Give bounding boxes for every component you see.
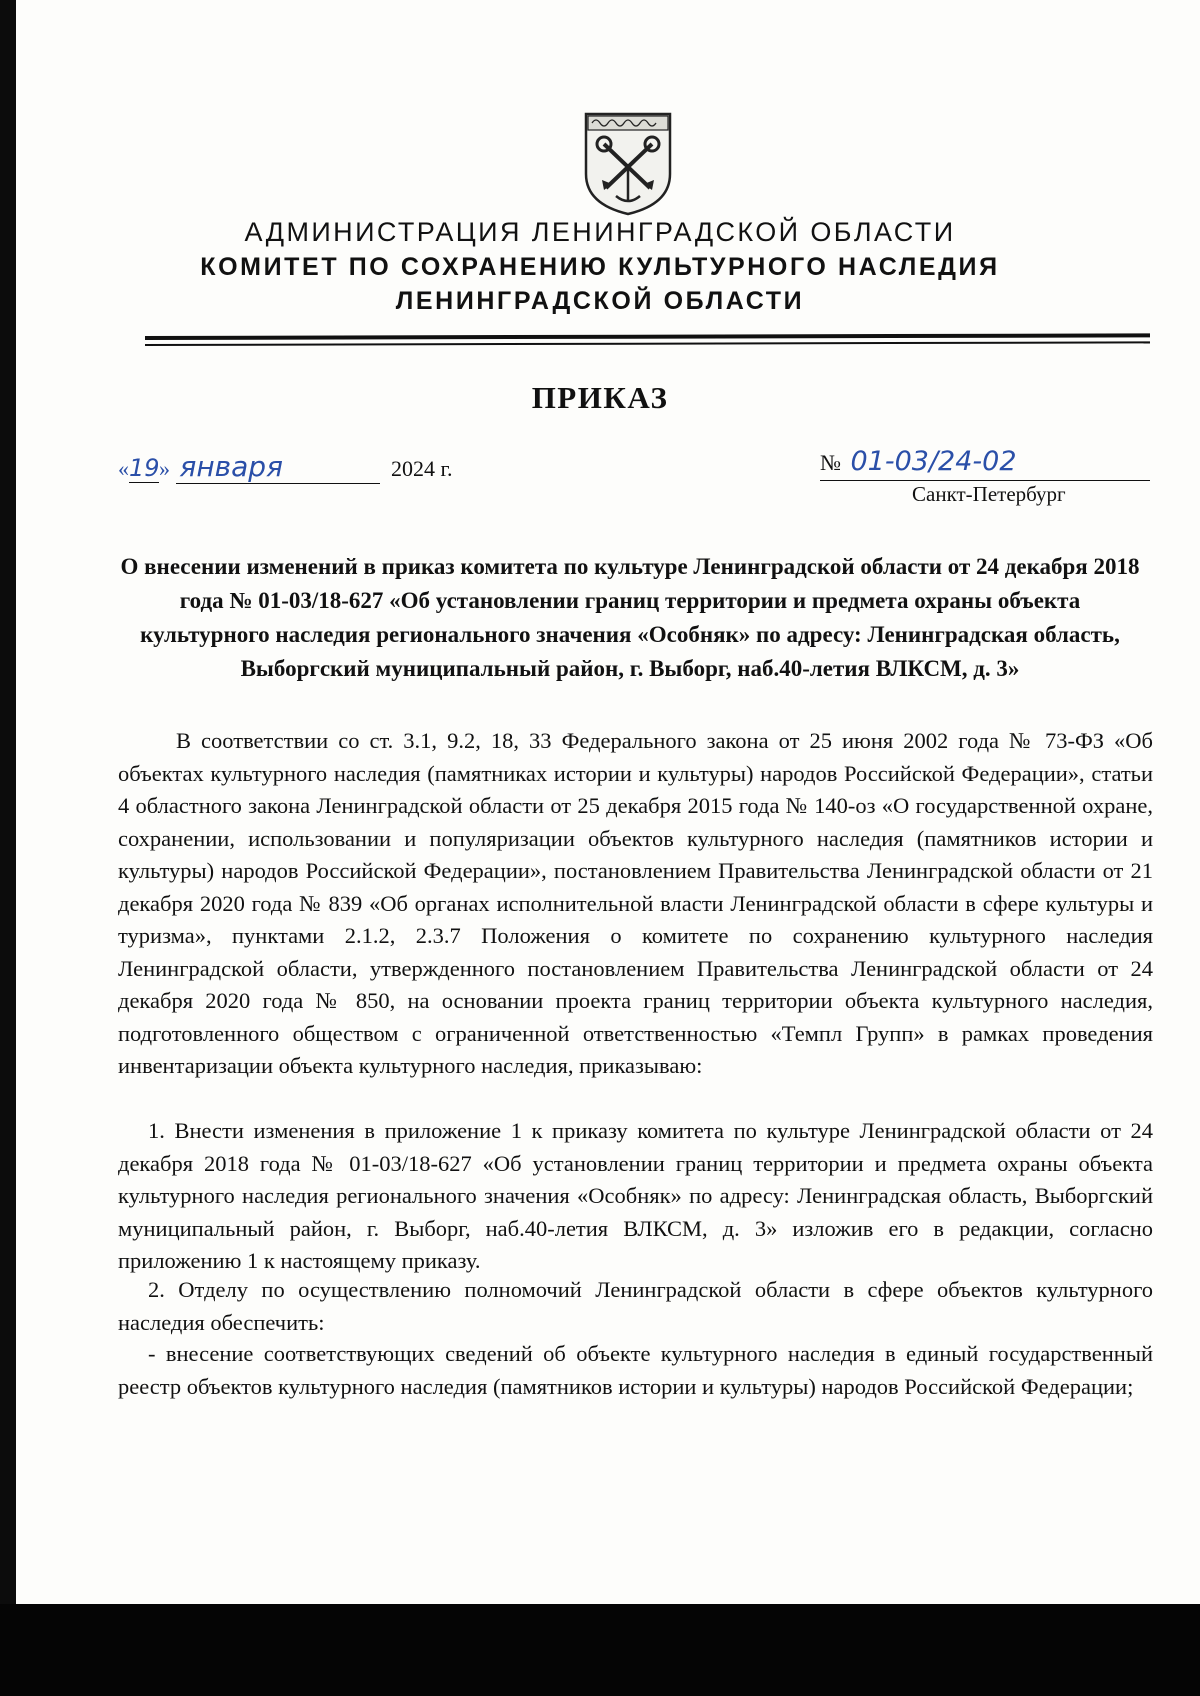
org-name-line1: АДМИНИСТРАЦИЯ ЛЕНИНГРАДСКОЙ ОБЛАСТИ <box>244 217 956 247</box>
document-subject: О внесении изменений в приказ комитета по культуре Ленинградской области от 24 декабря 2018 года № 01-03/18-627 «Об установлении границ территории и предмета охраны объекта культурного наследия регионального значения «Особняк» по адресу: Ленинградская область, Выборгский муниципальный район, г. Выборг, наб.40-летия ВЛКСМ, д. 3» <box>120 554 1140 681</box>
document-title: ПРИКАЗ <box>531 380 669 415</box>
body-item-2-sub-1: - внесение соответствующих сведений об объекте культурного наследия в единый государственный реестр объектов культурного наследия (памятников истории и культуры) народов Российской Федерации; <box>118 1341 1153 1399</box>
scan-bottom-edge <box>0 1604 1200 1696</box>
document-place: Санкт-Петербург <box>912 482 1066 506</box>
document-date <box>118 450 453 484</box>
date-day: 19 <box>129 454 160 482</box>
date-month: января <box>176 450 380 484</box>
header-rule-thin <box>145 341 1150 346</box>
header-rule-thick <box>145 333 1150 340</box>
date-year: 2024 г. <box>391 456 453 481</box>
number-prefix: № <box>820 450 841 475</box>
date-open-quote: « <box>118 456 129 481</box>
body-item-2: 2. Отделу по осуществлению полномочий Ленинградской области в сфере объектов культурного наследия обеспечить: <box>118 1277 1153 1335</box>
body-item-1: 1. Внести изменения в приложение 1 к приказу комитета по культуре Ленинградской области от 24 декабря 2018 года № 01-03/18-627 «Об установлении границ территории и предмета охраны объекта культурного наследия регионального значения «Особняк» по адресу: Ленинградская область, Выборгский муниципальный район, г. Выборг, наб.40-летия ВЛКСМ, д. 3» изложив его в редакции, согласно приложению 1 к настоящему приказу. <box>118 1118 1153 1273</box>
coat-of-arms-icon <box>582 104 674 216</box>
org-name-line2: КОМИТЕТ ПО СОХРАНЕНИЮ КУЛЬТУРНОГО НАСЛЕДИЯ <box>200 253 1000 281</box>
document-number-block <box>820 446 1150 506</box>
document-number: 01-03/24-02 <box>850 446 1017 477</box>
body-preamble: В соответствии со ст. 3.1, 9.2, 18, 33 Федерального закона от 25 июня 2002 года № 73-ФЗ «Об объектах культурного наследия (памятниках истории и культуры) народов Российской Федерации», статьи 4 областного закона Ленинградской области от 25 декабря 2015 года № 140-оз «О государственной охране, сохранении, использовании и популяризации объектов культурного наследия (памятников истории и культуры) народов Российской Федерации», постановлением Правительства Ленинградской области от 21 декабря 2020 года № 839 «Об органах исполнительной власти Ленинградской области в сфере культуры и туризма», пунктами 2.1.2, 2.3.7 Положения о комитете по сохранению культурного наследия Ленинградской области, утвержденного постановлением Правительства Ленинградской области от 24 декабря 2020 года № 850, на основании проекта границ территории объекта культурного наследия, подготовленного обществом с ограниченной ответственностью «Темпл Групп» в рамках проведения инвентаризации объекта культурного наследия, приказываю: <box>118 728 1153 1078</box>
org-name-line3: ЛЕНИНГРАДСКОЙ ОБЛАСТИ <box>395 287 805 315</box>
date-close-quote: » <box>159 456 170 481</box>
